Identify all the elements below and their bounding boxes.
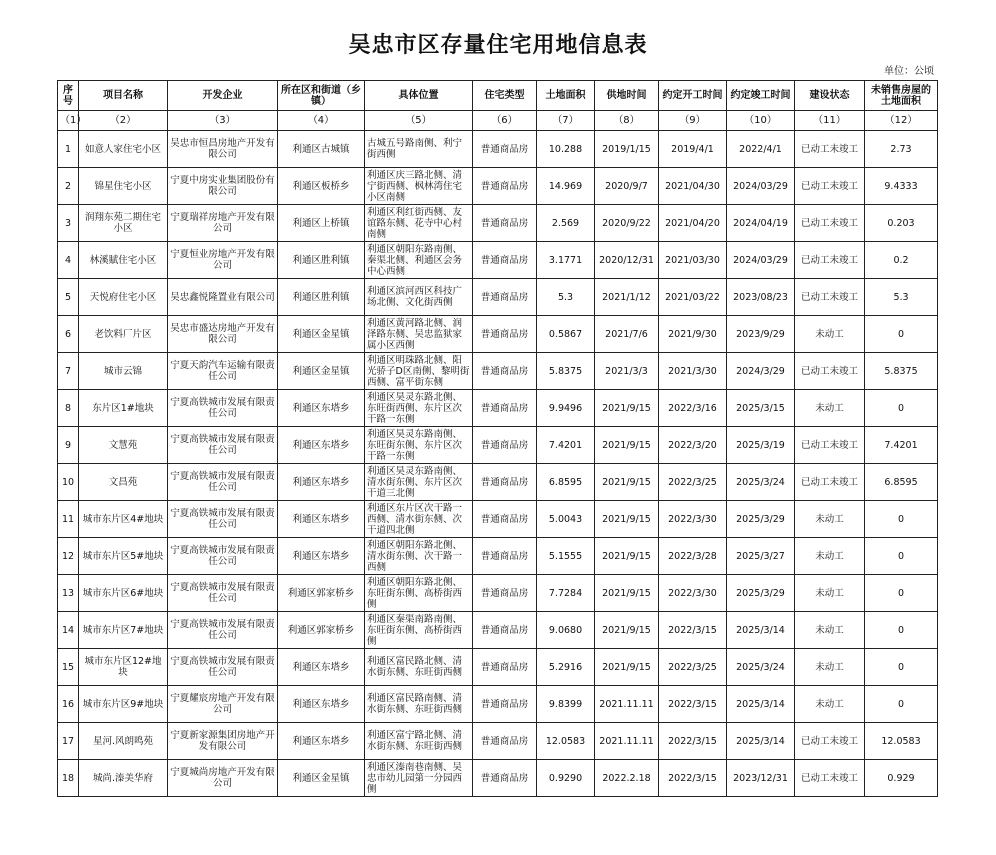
developer-cell: 宁夏高铁城市发展有限责任公司 [168, 501, 278, 538]
table-row [58, 575, 938, 612]
finish-date-cell: 2022/4/1 [727, 131, 795, 168]
housing-type-cell: 普通商品房 [473, 353, 537, 390]
land-area-cell: 14.969 [537, 168, 595, 205]
finish-date-cell: 2024/04/19 [727, 205, 795, 242]
housing-type-cell: 普通商品房 [473, 205, 537, 242]
row-number-cell: 12 [58, 538, 79, 575]
start-date-cell: 2022/3/30 [659, 575, 727, 612]
location-cell: 古城五号路南侧、利宁街西侧 [365, 131, 473, 168]
finish-date-cell: 2023/08/23 [727, 279, 795, 316]
build-status-cell: 已动工未竣工 [795, 205, 865, 242]
district-cell: 利通区东塔乡 [278, 501, 365, 538]
table-row [58, 612, 938, 649]
district-cell: 利通区金星镇 [278, 353, 365, 390]
project-name-cell: 锦星住宅小区 [79, 168, 168, 205]
developer-cell: 宁夏高铁城市发展有限责任公司 [168, 612, 278, 649]
district-cell: 利通区金星镇 [278, 316, 365, 353]
developer-cell: 吴忠鑫悦隆置业有限公司 [168, 279, 278, 316]
land-info-table [57, 80, 938, 797]
finish-date-cell: 2025/3/24 [727, 649, 795, 686]
supply-date-cell: 2020/12/31 [595, 242, 659, 279]
build-status-cell: 已动工未竣工 [795, 168, 865, 205]
unsold-area-cell: 0 [865, 612, 938, 649]
supply-date-cell: 2021.11.11 [595, 723, 659, 760]
start-date-cell: 2022/3/15 [659, 760, 727, 797]
developer-cell: 宁夏天韵汽车运输有限责任公司 [168, 353, 278, 390]
start-date-cell: 2022/3/16 [659, 390, 727, 427]
location-cell: 利通区庆三路北侧、清宁街西侧、枫林湾住宅小区南侧 [365, 168, 473, 205]
finish-date-cell: 2023/12/31 [727, 760, 795, 797]
build-status-cell: 已动工未竣工 [795, 427, 865, 464]
index-cell: （4） [278, 111, 365, 131]
build-status-cell: 未动工 [795, 316, 865, 353]
unsold-area-cell: 9.4333 [865, 168, 938, 205]
unsold-area-cell: 6.8595 [865, 464, 938, 501]
start-date-cell: 2022/3/15 [659, 686, 727, 723]
build-status-cell: 已动工未竣工 [795, 353, 865, 390]
index-cell: （7） [537, 111, 595, 131]
finish-date-cell: 2025/3/14 [727, 723, 795, 760]
district-cell: 利通区郭家桥乡 [278, 575, 365, 612]
row-number-cell: 13 [58, 575, 79, 612]
housing-type-cell: 普通商品房 [473, 464, 537, 501]
unsold-area-cell: 0 [865, 316, 938, 353]
project-name-cell: 林溪賦住宅小区 [79, 242, 168, 279]
start-date-cell: 2021/9/30 [659, 316, 727, 353]
developer-cell: 宁夏高铁城市发展有限责任公司 [168, 575, 278, 612]
unsold-area-cell: 0 [865, 575, 938, 612]
housing-type-cell: 普通商品房 [473, 131, 537, 168]
project-name-cell: 天悦府住宅小区 [79, 279, 168, 316]
developer-cell: 宁夏瑞祥房地产开发有限公司 [168, 205, 278, 242]
district-cell: 利通区上桥镇 [278, 205, 365, 242]
table-row [58, 279, 938, 316]
start-date-cell: 2022/3/25 [659, 649, 727, 686]
district-cell: 利通区东塔乡 [278, 390, 365, 427]
supply-date-cell: 2021/9/15 [595, 390, 659, 427]
developer-cell: 吴忠市盛达房地产开发有限公司 [168, 316, 278, 353]
location-cell: 利通区昊灵东路南侧、东旺街东侧、东片区次干路一东侧 [365, 427, 473, 464]
housing-type-cell: 普通商品房 [473, 686, 537, 723]
start-date-cell: 2022/3/30 [659, 501, 727, 538]
housing-type-cell: 普通商品房 [473, 427, 537, 464]
page-title: 吴忠市区存量住宅用地信息表 [348, 32, 648, 58]
unsold-area-cell: 0.203 [865, 205, 938, 242]
finish-date-cell: 2024/03/29 [727, 168, 795, 205]
land-area-cell: 6.8595 [537, 464, 595, 501]
header-cell: 项目名称 [79, 81, 168, 111]
housing-type-cell: 普通商品房 [473, 390, 537, 427]
land-area-cell: 5.1555 [537, 538, 595, 575]
table-row [58, 760, 938, 797]
index-cell: （11） [795, 111, 865, 131]
project-name-cell: 城市东片区9#地块 [79, 686, 168, 723]
build-status-cell: 未动工 [795, 501, 865, 538]
project-name-cell: 城市东片区6#地块 [79, 575, 168, 612]
supply-date-cell: 2021/9/15 [595, 538, 659, 575]
table-row [58, 649, 938, 686]
finish-date-cell: 2025/3/14 [727, 686, 795, 723]
project-name-cell: 东片区1#地块 [79, 390, 168, 427]
developer-cell: 宁夏中房实业集团股份有限公司 [168, 168, 278, 205]
start-date-cell: 2021/04/30 [659, 168, 727, 205]
table-row [58, 168, 938, 205]
index-cell: （1） [58, 111, 79, 131]
supply-date-cell: 2022.2.18 [595, 760, 659, 797]
housing-type-cell: 普通商品房 [473, 649, 537, 686]
land-area-cell: 10.288 [537, 131, 595, 168]
project-name-cell: 城市东片区4#地块 [79, 501, 168, 538]
unsold-area-cell: 0 [865, 538, 938, 575]
index-cell: （3） [168, 111, 278, 131]
location-cell: 利通区东片区次干路一西侧、清水街东侧、次干道四北侧 [365, 501, 473, 538]
developer-cell: 宁夏高铁城市发展有限责任公司 [168, 390, 278, 427]
row-number-cell: 14 [58, 612, 79, 649]
row-number-cell: 17 [58, 723, 79, 760]
build-status-cell: 已动工未竣工 [795, 464, 865, 501]
build-status-cell: 未动工 [795, 686, 865, 723]
land-area-cell: 3.1771 [537, 242, 595, 279]
district-cell: 利通区东塔乡 [278, 649, 365, 686]
supply-date-cell: 2019/1/15 [595, 131, 659, 168]
district-cell: 利通区东塔乡 [278, 464, 365, 501]
index-cell: （12） [865, 111, 938, 131]
row-number-cell: 5 [58, 279, 79, 316]
land-area-cell: 9.0680 [537, 612, 595, 649]
table-row [58, 464, 938, 501]
start-date-cell: 2022/3/15 [659, 723, 727, 760]
row-number-cell: 8 [58, 390, 79, 427]
finish-date-cell: 2023/9/29 [727, 316, 795, 353]
land-area-cell: 9.9496 [537, 390, 595, 427]
developer-cell: 宁夏高铁城市发展有限责任公司 [168, 427, 278, 464]
table-row [58, 427, 938, 464]
district-cell: 利通区胜利镇 [278, 242, 365, 279]
project-name-cell: 文昌苑 [79, 464, 168, 501]
supply-date-cell: 2020/9/7 [595, 168, 659, 205]
start-date-cell: 2019/4/1 [659, 131, 727, 168]
land-area-cell: 0.5867 [537, 316, 595, 353]
project-name-cell: 如意人家住宅小区 [79, 131, 168, 168]
start-date-cell: 2021/04/20 [659, 205, 727, 242]
build-status-cell: 未动工 [795, 612, 865, 649]
location-cell: 利通区黄河路北侧、润泽路东侧、吴忠监狱家属小区西侧 [365, 316, 473, 353]
district-cell: 利通区板桥乡 [278, 168, 365, 205]
table-row [58, 723, 938, 760]
build-status-cell: 未动工 [795, 390, 865, 427]
index-cell: （9） [659, 111, 727, 131]
project-name-cell: 老饮料厂片区 [79, 316, 168, 353]
location-cell: 利通区利红街西侧、友谊路东侧、花寺中心村南侧 [365, 205, 473, 242]
row-number-cell: 1 [58, 131, 79, 168]
land-area-cell: 7.7284 [537, 575, 595, 612]
land-area-cell: 5.3 [537, 279, 595, 316]
finish-date-cell: 2025/3/14 [727, 612, 795, 649]
project-name-cell: 文慧苑 [79, 427, 168, 464]
developer-cell: 宁夏高铁城市发展有限责任公司 [168, 538, 278, 575]
land-area-cell: 5.0043 [537, 501, 595, 538]
location-cell: 利通区富民路北侧、清水街东侧、东旺街西侧 [365, 649, 473, 686]
project-name-cell: 城市东片区7#地块 [79, 612, 168, 649]
start-date-cell: 2021/03/22 [659, 279, 727, 316]
table-row [58, 205, 938, 242]
row-number-cell: 15 [58, 649, 79, 686]
supply-date-cell: 2021/9/15 [595, 649, 659, 686]
row-number-cell: 18 [58, 760, 79, 797]
unit-label: 单位：公顷 [884, 66, 934, 77]
header-cell: 具体位置 [365, 81, 473, 111]
land-area-cell: 5.8375 [537, 353, 595, 390]
index-cell: （8） [595, 111, 659, 131]
row-number-cell: 4 [58, 242, 79, 279]
project-name-cell: 城市东片区5#地块 [79, 538, 168, 575]
district-cell: 利通区胜利镇 [278, 279, 365, 316]
header-cell: 所在区和街道（乡镇） [278, 81, 365, 111]
unsold-area-cell: 0 [865, 686, 938, 723]
district-cell: 利通区东塔乡 [278, 538, 365, 575]
unsold-area-cell: 0.929 [865, 760, 938, 797]
build-status-cell: 未动工 [795, 538, 865, 575]
header-cell: 约定开工时间 [659, 81, 727, 111]
land-area-cell: 5.2916 [537, 649, 595, 686]
start-date-cell: 2022/3/28 [659, 538, 727, 575]
start-date-cell: 2022/3/15 [659, 612, 727, 649]
land-area-cell: 0.9290 [537, 760, 595, 797]
row-number-cell: 3 [58, 205, 79, 242]
housing-type-cell: 普通商品房 [473, 242, 537, 279]
housing-type-cell: 普通商品房 [473, 538, 537, 575]
start-date-cell: 2022/3/25 [659, 464, 727, 501]
finish-date-cell: 2024/03/29 [727, 242, 795, 279]
project-name-cell: 润翔东苑二期住宅小区 [79, 205, 168, 242]
finish-date-cell: 2025/3/15 [727, 390, 795, 427]
location-cell: 利通区朝阳东路北侧、清水街东侧、次干路一西侧 [365, 538, 473, 575]
location-cell: 利通区溱南巷南侧、吴忠市幼儿园第一分园西侧 [365, 760, 473, 797]
table-row [58, 501, 938, 538]
build-status-cell: 已动工未竣工 [795, 242, 865, 279]
table-row [58, 390, 938, 427]
housing-type-cell: 普通商品房 [473, 168, 537, 205]
housing-type-cell: 普通商品房 [473, 723, 537, 760]
developer-cell: 吴忠市恒昌房地产开发有限公司 [168, 131, 278, 168]
land-area-cell: 9.8399 [537, 686, 595, 723]
developer-cell: 宁夏新家源集团房地产开发有限公司 [168, 723, 278, 760]
table-row [58, 131, 938, 168]
land-area-cell: 7.4201 [537, 427, 595, 464]
row-number-cell: 11 [58, 501, 79, 538]
unsold-area-cell: 12.0583 [865, 723, 938, 760]
table-row [58, 242, 938, 279]
supply-date-cell: 2021/9/15 [595, 427, 659, 464]
finish-date-cell: 2025/3/29 [727, 501, 795, 538]
start-date-cell: 2022/3/20 [659, 427, 727, 464]
header-row [58, 81, 938, 111]
unsold-area-cell: 5.8375 [865, 353, 938, 390]
district-cell: 利通区东塔乡 [278, 427, 365, 464]
header-cell: 未销售房屋的土地面积 [865, 81, 938, 111]
header-cell: 开发企业 [168, 81, 278, 111]
supply-date-cell: 2021/9/15 [595, 501, 659, 538]
supply-date-cell: 2021/7/6 [595, 316, 659, 353]
location-cell: 利通区富民路南侧、清水街东侧、东旺街西侧 [365, 686, 473, 723]
build-status-cell: 已动工未竣工 [795, 279, 865, 316]
housing-type-cell: 普通商品房 [473, 575, 537, 612]
housing-type-cell: 普通商品房 [473, 279, 537, 316]
housing-type-cell: 普通商品房 [473, 501, 537, 538]
build-status-cell: 已动工未竣工 [795, 723, 865, 760]
project-name-cell: 星河.风朗鸣苑 [79, 723, 168, 760]
location-cell: 利通区富宁路北侧、清水街东侧、东旺街西侧 [365, 723, 473, 760]
row-number-cell: 6 [58, 316, 79, 353]
location-cell: 利通区秦渠南路南侧、东旺街东侧、高桥街西侧 [365, 612, 473, 649]
location-cell: 利通区朝阳东路南侧、秦渠北侧、利通区会务中心西侧 [365, 242, 473, 279]
table-row [58, 316, 938, 353]
location-cell: 利通区昊灵东路南侧、清水街东侧、东片区次干道三北侧 [365, 464, 473, 501]
housing-type-cell: 普通商品房 [473, 612, 537, 649]
header-cell: 约定竣工时间 [727, 81, 795, 111]
unsold-area-cell: 7.4201 [865, 427, 938, 464]
housing-type-cell: 普通商品房 [473, 760, 537, 797]
header-cell: 土地面积 [537, 81, 595, 111]
developer-cell: 宁夏高铁城市发展有限责任公司 [168, 649, 278, 686]
finish-date-cell: 2025/3/19 [727, 427, 795, 464]
row-number-cell: 2 [58, 168, 79, 205]
supply-date-cell: 2021.11.11 [595, 686, 659, 723]
supply-date-cell: 2021/9/15 [595, 612, 659, 649]
supply-date-cell: 2021/9/15 [595, 575, 659, 612]
finish-date-cell: 2025/3/29 [727, 575, 795, 612]
header-cell: 住宅类型 [473, 81, 537, 111]
developer-cell: 宁夏高铁城市发展有限责任公司 [168, 464, 278, 501]
header-cell: 建设状态 [795, 81, 865, 111]
unsold-area-cell: 0.2 [865, 242, 938, 279]
project-name-cell: 城市东片区12#地块 [79, 649, 168, 686]
row-number-cell: 9 [58, 427, 79, 464]
supply-date-cell: 2021/9/15 [595, 464, 659, 501]
row-number-cell: 16 [58, 686, 79, 723]
unsold-area-cell: 0 [865, 390, 938, 427]
district-cell: 利通区东塔乡 [278, 723, 365, 760]
location-cell: 利通区明珠路北侧、阳光骄子D区南侧、黎明街西侧、富平街东侧 [365, 353, 473, 390]
header-cell: 供地时间 [595, 81, 659, 111]
start-date-cell: 2021/03/30 [659, 242, 727, 279]
land-area-cell: 2.569 [537, 205, 595, 242]
start-date-cell: 2021/3/30 [659, 353, 727, 390]
finish-date-cell: 2025/3/24 [727, 464, 795, 501]
housing-type-cell: 普通商品房 [473, 316, 537, 353]
supply-date-cell: 2021/1/12 [595, 279, 659, 316]
build-status-cell: 未动工 [795, 575, 865, 612]
index-cell: （6） [473, 111, 537, 131]
project-name-cell: 城尚.溱美华府 [79, 760, 168, 797]
row-number-cell: 7 [58, 353, 79, 390]
location-cell: 利通区朝阳东路北侧、东旺街东侧、高桥街西侧 [365, 575, 473, 612]
project-name-cell: 城市云锦 [79, 353, 168, 390]
location-cell: 利通区昊灵东路北侧、东旺街西侧、东片区次干路一东侧 [365, 390, 473, 427]
supply-date-cell: 2020/9/22 [595, 205, 659, 242]
table-row [58, 686, 938, 723]
finish-date-cell: 2025/3/27 [727, 538, 795, 575]
table-row [58, 538, 938, 575]
district-cell: 利通区金星镇 [278, 760, 365, 797]
build-status-cell: 已动工未竣工 [795, 131, 865, 168]
land-area-cell: 12.0583 [537, 723, 595, 760]
district-cell: 利通区郭家桥乡 [278, 612, 365, 649]
district-cell: 利通区古城镇 [278, 131, 365, 168]
table-row [58, 353, 938, 390]
unsold-area-cell: 5.3 [865, 279, 938, 316]
index-cell: （10） [727, 111, 795, 131]
index-cell: （5） [365, 111, 473, 131]
finish-date-cell: 2024/3/29 [727, 353, 795, 390]
developer-cell: 宁夏耀宸房地产开发有限公司 [168, 686, 278, 723]
build-status-cell: 已动工未竣工 [795, 760, 865, 797]
build-status-cell: 未动工 [795, 649, 865, 686]
developer-cell: 宁夏城尚房地产开发有限公司 [168, 760, 278, 797]
unsold-area-cell: 0 [865, 649, 938, 686]
row-number-cell: 10 [58, 464, 79, 501]
header-cell: 序号 [58, 81, 79, 111]
index-row [58, 111, 938, 131]
unsold-area-cell: 2.73 [865, 131, 938, 168]
location-cell: 利通区滨河西区科技广场北侧、文化街西侧 [365, 279, 473, 316]
district-cell: 利通区东塔乡 [278, 686, 365, 723]
unsold-area-cell: 0 [865, 501, 938, 538]
supply-date-cell: 2021/3/3 [595, 353, 659, 390]
developer-cell: 宁夏恒业房地产开发有限公司 [168, 242, 278, 279]
index-cell: （2） [79, 111, 168, 131]
